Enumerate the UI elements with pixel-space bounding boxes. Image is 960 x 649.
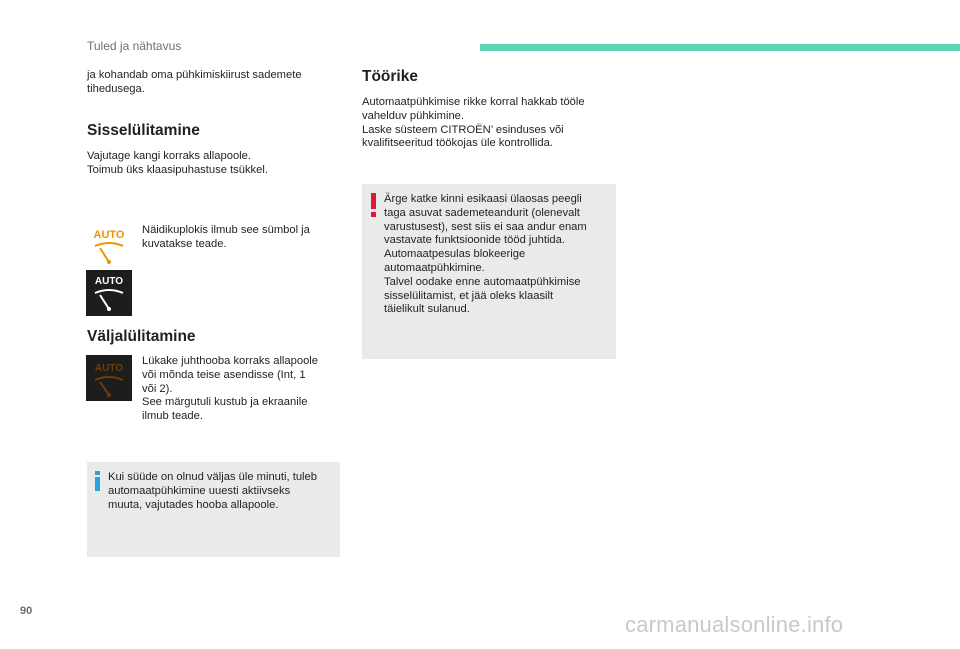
paragraph-line: Kui süüde on olnud väljas üle minuti, tuleb	[108, 471, 317, 483]
indicator-paragraph	[142, 224, 310, 252]
paragraph-line: kvalifitseeritud töökojas üle kontrollida.	[362, 137, 553, 150]
warning-text	[384, 193, 587, 317]
paragraph-line: sisselülitamist, et jää oleks klaasilt	[384, 289, 554, 302]
paragraph-line: automaatpühkimine.	[384, 261, 485, 274]
paragraph-line: Talvel oodake enne automaatpühkimise	[384, 275, 581, 288]
heading-toorike: Töörike	[362, 68, 418, 85]
paragraph-line: See märgutuli kustub ja ekraanile	[142, 396, 308, 409]
page-number: 90	[20, 605, 33, 617]
warning-box	[362, 184, 616, 359]
paragraph-line: Laske süsteem CITROËN’ esinduses või	[362, 123, 564, 136]
paragraph-line: Vajutage kangi korraks allapoole.	[87, 150, 251, 162]
valjalulitamine-paragraph	[142, 355, 318, 424]
auto-wiper-icon	[87, 224, 131, 268]
paragraph-line: täielikult sulanud.	[384, 303, 470, 316]
intro-paragraph	[87, 69, 302, 97]
paragraph-line: muuta, vajutades hooba allapoole.	[108, 498, 279, 511]
header-accent-bar	[480, 44, 960, 51]
paragraph-line: vahelduv pühkimine.	[362, 109, 464, 122]
auto-wiper-display-icon	[86, 270, 132, 316]
auto-icon-label: AUTO	[93, 229, 125, 241]
info-icon	[92, 471, 104, 491]
warning-icon	[368, 193, 380, 217]
section-title: Tuled ja nähtavus	[87, 39, 182, 53]
paragraph-line: taga asuvat sademeteandurit (olenevalt	[384, 206, 580, 219]
auto-icon-label: AUTO	[94, 276, 124, 287]
paragraph-line: ilmub teade.	[142, 410, 203, 423]
auto-wiper-off-icon	[86, 355, 132, 401]
heading-valjalulitamine: Väljalülitamine	[87, 328, 196, 345]
paragraph-line: vastavate funktsioonide tööd juhtida.	[384, 234, 565, 247]
paragraph-line: Automaatpesulas blokeerige	[384, 248, 526, 261]
auto-icon-label: AUTO	[94, 363, 124, 374]
paragraph-line: Automaatpühkimise rikke korral hakkab tööle	[362, 96, 585, 108]
paragraph-line: Toimub üks klaasipuhastuse tsükkel.	[87, 163, 268, 176]
paragraph-line: või 2).	[142, 382, 173, 395]
paragraph-line: kuvatakse teade.	[142, 237, 227, 250]
heading-sisselulitamine: Sisselülitamine	[87, 122, 200, 139]
paragraph-line: varustusest), sest siis ei saa andur enam	[384, 220, 587, 233]
paragraph-line: Lükake juhthooba korraks allapoole	[142, 355, 319, 367]
paragraph-line: või mõnda teise asendisse (Int, 1	[142, 368, 306, 381]
info-box	[87, 462, 340, 557]
intro-line: tihedusega.	[87, 82, 145, 95]
toorike-paragraph	[362, 96, 585, 151]
paragraph-line: Ärge katke kinni esikaasi ülaosas peegli	[384, 193, 582, 205]
info-text	[108, 471, 317, 512]
watermark: carmanualsonline.info	[625, 612, 844, 637]
paragraph-line: automaatpühkimine uuesti aktiivseks	[108, 484, 291, 497]
intro-line: ja kohandab oma pühkimiskiirust sademete	[87, 69, 302, 81]
paragraph-line: Näidikuplokis ilmub see sümbol ja	[142, 224, 310, 236]
sisselulitamine-paragraph	[87, 150, 268, 178]
